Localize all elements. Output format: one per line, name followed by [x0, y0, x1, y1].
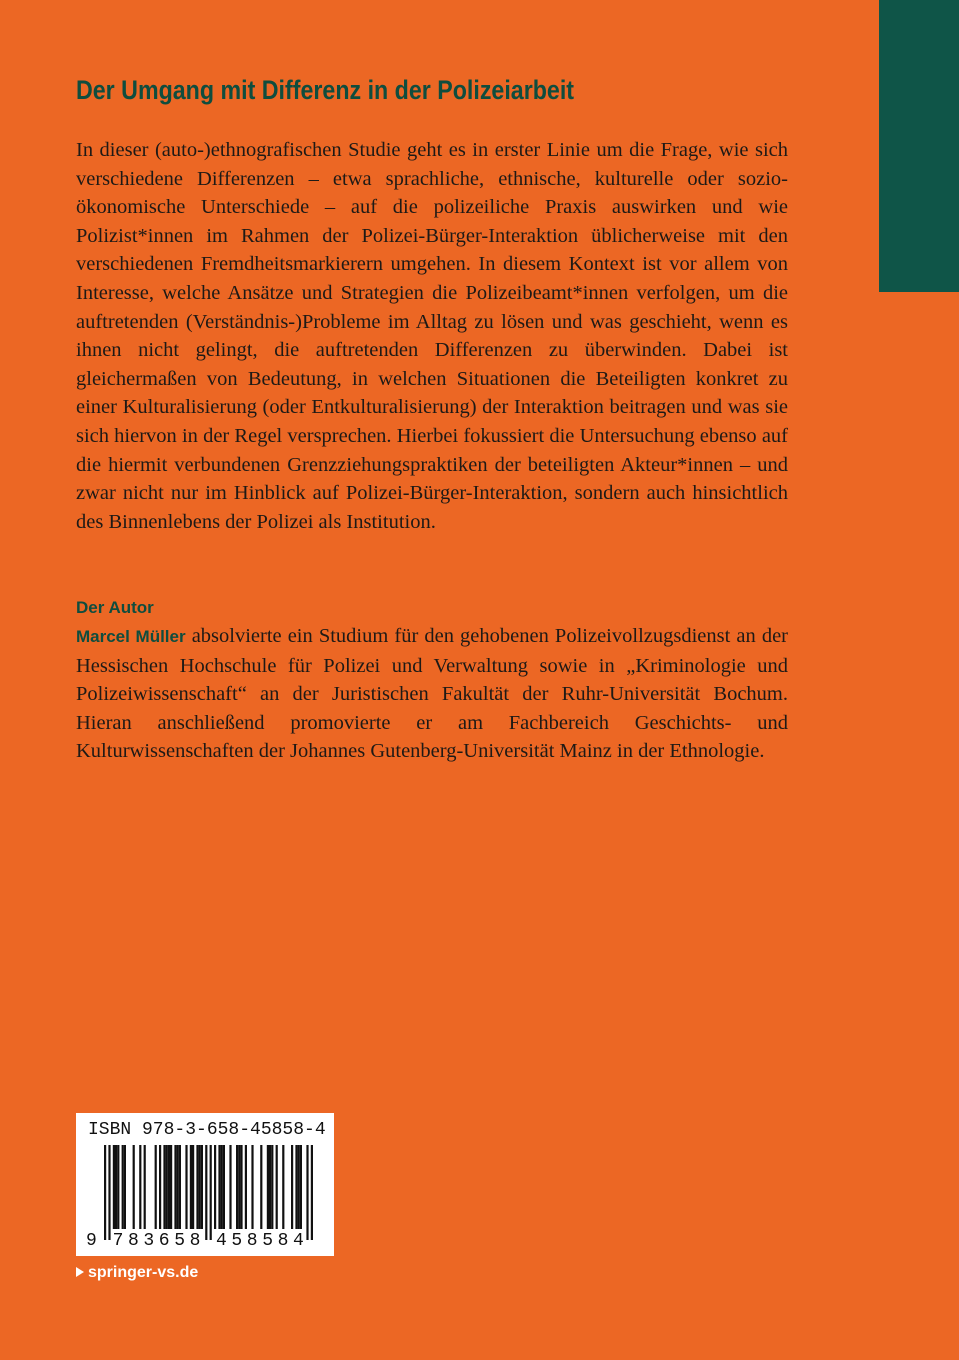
barcode-bar — [174, 1145, 176, 1229]
barcode-digit: 8 — [246, 1231, 258, 1251]
barcode-guard-bar — [104, 1145, 106, 1240]
barcode-digit: 4 — [293, 1231, 304, 1251]
barcode-guard-bar — [306, 1145, 308, 1240]
book-title: Der Umgang mit Differenz in der Polizeiarbeit — [76, 75, 575, 105]
barcode-bar — [144, 1145, 146, 1229]
barcode-digit: 9 — [86, 1231, 97, 1251]
barcode-bar — [113, 1145, 115, 1229]
barcode-digit: 6 — [158, 1231, 170, 1251]
barcode-bar — [139, 1145, 141, 1229]
barcode-bar — [236, 1145, 238, 1229]
barcode-bar — [166, 1145, 168, 1229]
barcode-bar — [159, 1145, 161, 1229]
barcode-bar — [221, 1145, 223, 1229]
barcode-bar — [269, 1145, 271, 1229]
barcode-bar — [163, 1145, 165, 1229]
barcode-guard-bar — [210, 1145, 212, 1240]
barcode-bar — [251, 1145, 253, 1229]
barcode-bar — [177, 1145, 179, 1229]
barcode-bar — [196, 1145, 198, 1229]
barcode-bar — [267, 1145, 269, 1229]
author-heading: Der Autor — [76, 598, 154, 617]
barcode-bar — [229, 1145, 231, 1229]
triangle-right-icon — [76, 1267, 84, 1277]
barcode-digit: 8 — [189, 1231, 201, 1251]
barcode-bar — [218, 1145, 220, 1229]
barcode-bar — [199, 1145, 201, 1229]
barcode-digit: 8 — [128, 1231, 139, 1251]
barcode-digit: 7 — [112, 1231, 124, 1251]
barcode-bar — [298, 1145, 300, 1229]
website-label: springer-vs.de — [88, 1264, 199, 1281]
barcode-bar — [291, 1145, 293, 1229]
barcode-bar — [201, 1145, 203, 1229]
barcode-digit: 3 — [143, 1231, 155, 1251]
barcode-bar — [282, 1145, 284, 1229]
author-name: Marcel Müller — [76, 627, 186, 646]
barcode-bar — [122, 1145, 124, 1229]
barcode-digit: 5 — [174, 1231, 185, 1251]
barcode-bar — [179, 1145, 181, 1229]
barcode-bar — [117, 1145, 119, 1229]
barcode-bar — [300, 1145, 302, 1229]
barcode-digit: 4 — [216, 1231, 227, 1251]
barcode-guard-bar — [311, 1145, 313, 1240]
barcode-bar — [260, 1145, 262, 1229]
blurb-text: In dieser (auto-)ethnografischen Studie geht es in erster Linie um die Frage, wie sich verschiedene Differenzen – etwa sprachliche, ethnische, kulturelle oder sozio-ökonomische Unterschiede – auf die polizeiliche Praxis auswirken und wie Polizist*innen im Rahmen der Polizei-Bürger-Interaktion üblicherweise mit den verschiedenen Fremdheitsmarkierern umgehen. In diesem Kontext ist vor allem von Interesse, welche Ansätze und Strategien die Polizeibeamt*innen verfolgen, um die auftretenden (Verständnis-)Probleme im Alltag zu lösen und was geschieht, wenn es ihnen nicht gelingt, die auftretenden Differenzen zu überwinden. Dabei ist gleichermaßen von Bedeutung, in welchen Situationen die Beteiligten konkret zu einer Kulturalisierung (oder Entkulturalisierung) der Interaktion beitragen und was sie sich hiervon in der Regel versprechen. Hierbei fokussiert die Untersuchung ebenso auf die hiermit verbundenen Grenzziehungspraktiken der beteiligten Akteur*innen – und zwar nicht nur im Hinblick auf Polizei-Bürger-Interaktion, sondern auch hinsichtlich des Binnenlebens der Polizei als Institution. — [76, 139, 788, 533]
accent-band — [879, 0, 959, 292]
barcode-bar — [190, 1145, 192, 1229]
barcode-guard-bar — [205, 1145, 207, 1240]
barcode-guard-bar — [108, 1145, 110, 1240]
barcode-bar — [276, 1145, 278, 1229]
barcode-bar — [271, 1145, 273, 1229]
author-bio-text: absolvierte ein Studium für den gehobenen Polizeivollzugsdienst an der Hessischen Hochschule für Polizei und Verwaltung sowie in „Kriminologie und Polizeiwissenschaft“ an der Juristischen Fakultät der Ruhr-Universität Bochum. Hieran anschließend promovierte er am Fachbereich Geschichts- und Kulturwissenschaften der Johannes Gutenberg-Universität Mainz in der Ethnologie. — [76, 625, 788, 763]
barcode-bar — [295, 1145, 297, 1229]
barcode-bar — [223, 1145, 225, 1229]
barcode-digit: 5 — [231, 1231, 243, 1251]
barcode-bar — [240, 1145, 242, 1229]
barcode-digits — [84, 1230, 324, 1252]
barcode-bar — [214, 1145, 216, 1229]
barcode-bar — [192, 1145, 194, 1229]
barcode-digit: 5 — [262, 1231, 273, 1251]
author-bio — [76, 622, 788, 766]
publisher-website[interactable] — [76, 1262, 198, 1284]
barcode-bar — [168, 1145, 170, 1229]
barcode-bar — [185, 1145, 187, 1229]
barcode-bar — [133, 1145, 135, 1229]
barcode-bar — [170, 1145, 172, 1229]
barcode-bar — [115, 1145, 117, 1229]
barcode-bar — [238, 1145, 240, 1229]
barcode-digit: 8 — [277, 1231, 289, 1251]
barcode-bar — [124, 1145, 126, 1229]
barcode-bar — [245, 1145, 247, 1229]
isbn-barcode — [76, 1113, 334, 1256]
isbn-label: ISBN 978-3-658-45858-4 — [88, 1120, 326, 1140]
barcode-bar — [155, 1145, 157, 1229]
